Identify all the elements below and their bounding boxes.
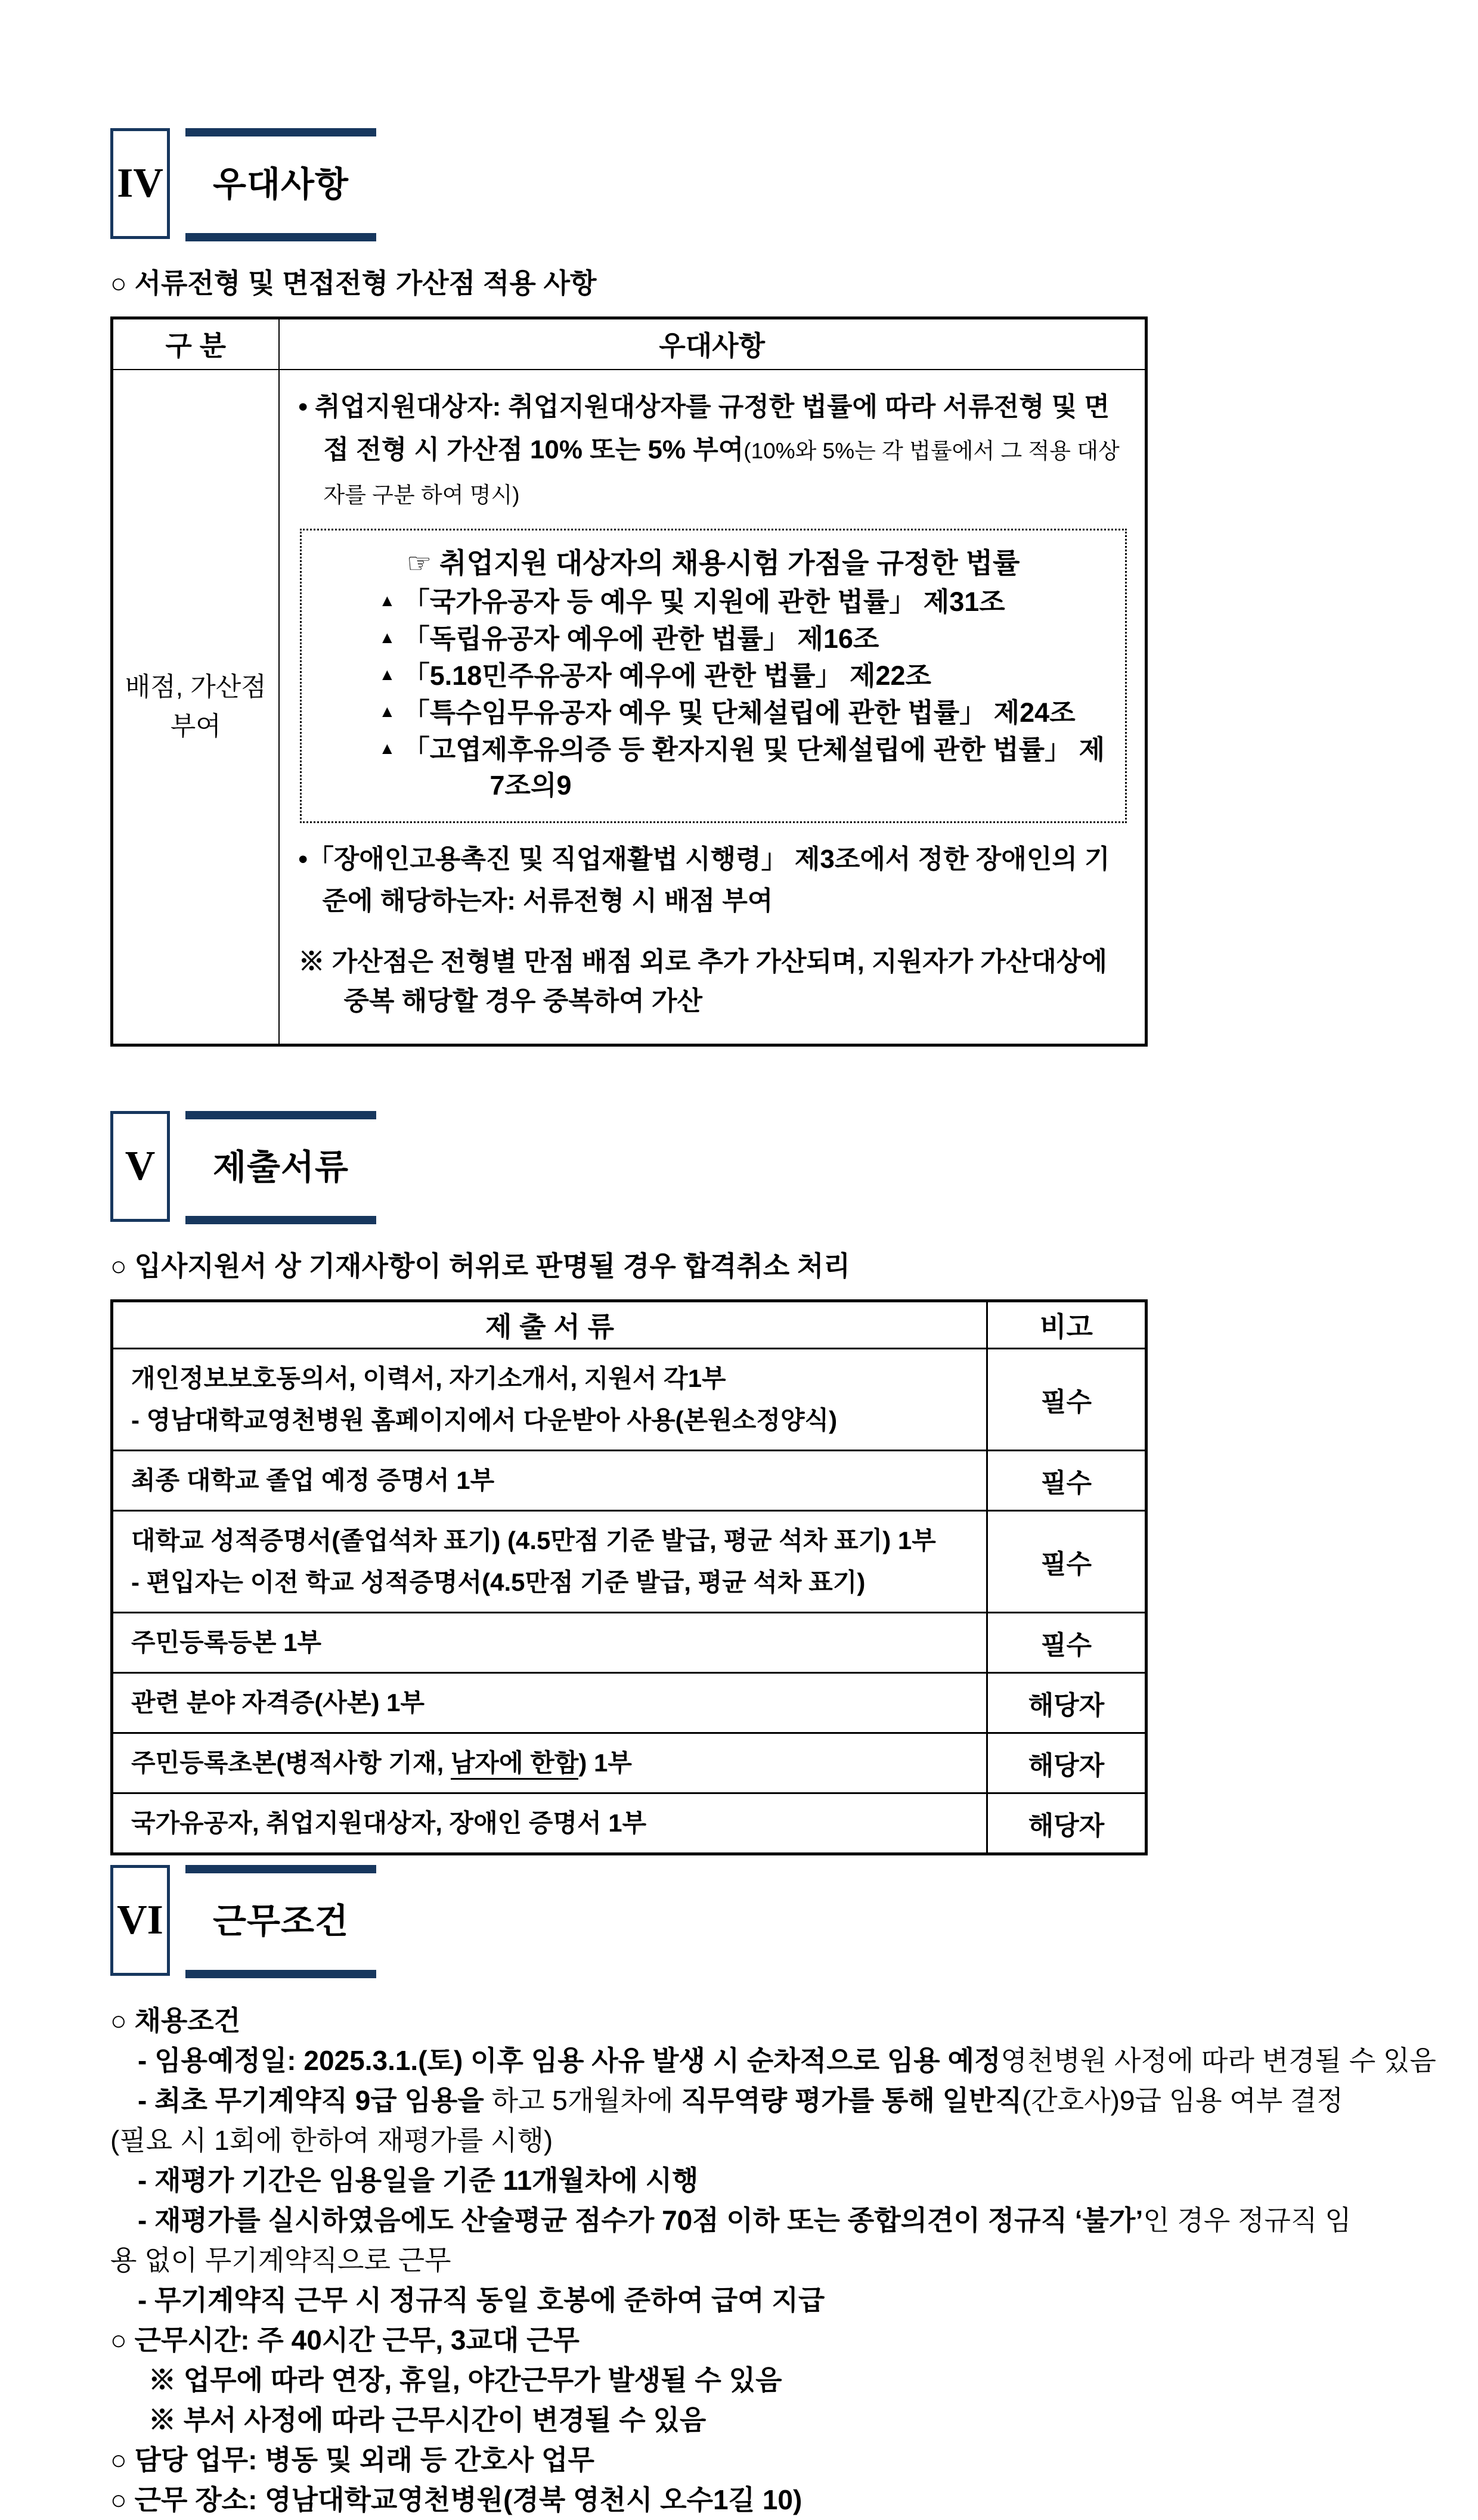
- line-text: ※ 부서 사정에 따라 근무시간이 변경될 수 있음: [148, 2404, 707, 2435]
- triangle-icon: ▲: [379, 738, 396, 758]
- law-box-title-line: [311, 544, 1116, 583]
- law-item: [311, 657, 1116, 694]
- document-line: 최종 대학교 졸업 예정 증명서 1부: [131, 1466, 495, 1494]
- condition-line: [110, 2480, 1374, 2520]
- law-item: [311, 620, 1116, 657]
- condition-line: [110, 2161, 1374, 2201]
- condition-line: [110, 2201, 1374, 2280]
- remark-cell: 해당자: [987, 1733, 1147, 1793]
- law-item-text: 「5.18민주유공자 예우에 관한 법률」 제22조: [402, 660, 931, 691]
- section-preferential: [110, 128, 1374, 1047]
- triangle-icon: ▲: [379, 628, 396, 647]
- law-item-text: 「특수임무유공자 예우 및 단체설립에 관한 법률」 제24조: [402, 697, 1076, 728]
- condition-line: [110, 2081, 1374, 2121]
- document-cell: [112, 1793, 987, 1854]
- section-gap: [110, 1855, 1374, 1865]
- line-text-light: (간호사)9급 임용 여부 결정: [1021, 2084, 1343, 2116]
- line-text-light: 하고 5개월차에: [491, 2084, 681, 2116]
- row-label-cell: [112, 370, 279, 1045]
- col-header-preference: 우대사항: [279, 318, 1147, 370]
- document-cell: [112, 1450, 987, 1510]
- law-item: [311, 694, 1116, 731]
- document-text-post: ) 1부: [578, 1748, 632, 1777]
- law-item: [311, 583, 1116, 620]
- line-text: ○ 채용조건: [110, 2004, 241, 2036]
- line-text: ※ 업무에 따라 연장, 휴일, 야간근무가 발생될 수 있음: [148, 2364, 782, 2395]
- table-row: [112, 1510, 1147, 1612]
- triangle-icon: ▲: [379, 665, 396, 684]
- section-numeral: IV: [117, 160, 163, 206]
- line-text-light: 영천병원 사정에 따라 변경될 수 있음: [1000, 2044, 1436, 2076]
- document-line: 관련 분야 자격증(사본) 1부: [131, 1688, 425, 1717]
- section-title-block: [185, 1865, 376, 1978]
- document-cell: [112, 1733, 987, 1793]
- col-header-remarks: 비고: [987, 1301, 1147, 1348]
- condition-line: [110, 2320, 1374, 2360]
- remark-cell: 해당자: [987, 1793, 1147, 1854]
- bullet-employment-support: [299, 386, 1129, 517]
- remark-cell: 필수: [987, 1450, 1147, 1510]
- bullet-text: 「장애인고용촉진 및 직업재활법 시행령」 제3조에서 정한 장애인의 기준에 해당하는자: 서류전형 시 배점 부여: [307, 844, 1110, 915]
- table-row: [112, 1672, 1147, 1733]
- bullet-small-text: (10%와 5%는 각 법률에서 그 적용 대상자를 구분 하여 명시): [323, 438, 1120, 507]
- triangle-icon: ▲: [379, 702, 396, 721]
- line-text: 직무역량 평가를 통해 일반직: [681, 2084, 1022, 2116]
- remark-cell: 필수: [987, 1348, 1147, 1450]
- underlined-text: 남자에 한함: [451, 1749, 579, 1780]
- table-row: [112, 1348, 1147, 1450]
- section-title-block: [185, 1111, 376, 1224]
- triangle-icon: ▲: [379, 591, 396, 610]
- remark-cell: 필수: [987, 1612, 1147, 1672]
- section-v-intro: ○ 입사지원서 상 기재사항이 허위로 판명될 경우 합격취소 처리: [110, 1250, 850, 1281]
- title-bar-bottom: [185, 1970, 376, 1978]
- title-bar-bottom: [185, 233, 376, 241]
- section-title-block: [185, 128, 376, 241]
- table-header-row: [112, 318, 1147, 370]
- section-work-conditions: [110, 1865, 1436, 2520]
- section-iv-intro: ○ 서류전형 및 면접전형 가산점 적용 사항: [110, 268, 597, 299]
- remark-cell: 해당자: [987, 1672, 1147, 1733]
- line-text: ○ 담당 업무: 병동 및 외래 등 간호사 업무: [110, 2444, 594, 2475]
- document-line: - 편입자는 이전 학교 성적증명서(4.5만점 기준 발급, 평균 석차 표기): [131, 1568, 866, 1596]
- section-vi-header: [110, 1865, 1374, 1978]
- preferential-table: [110, 316, 1148, 1047]
- title-bar-top: [185, 1111, 376, 1119]
- document-line: 국가유공자, 취업지원대상자, 장애인 증명서 1부: [131, 1808, 647, 1837]
- title-bar-bottom: [185, 1216, 376, 1224]
- table-row: [112, 1612, 1147, 1672]
- note-extra-points: ※ 가산점은 전형별 만점 배점 외로 추가 가산되며, 지원자가 가산대상에 중복 해당할 경우 중복하여 가산: [298, 946, 1107, 1016]
- line-text: - 재평가 기간은 임용일을 기준 11개월차에 시행: [138, 2164, 699, 2196]
- bullet-icon: •: [298, 844, 308, 874]
- table-row: [112, 1793, 1147, 1854]
- law-item-text: 「국가유공자 등 예우 및 지원에 관한 법률」 제31조: [402, 586, 1005, 617]
- remark-cell: 필수: [987, 1510, 1147, 1612]
- line-text: - 무기계약직 근무 시 정규직 동일 호봉에 준하여 급여 지급: [138, 2284, 825, 2316]
- law-item-text: 「독립유공자 예우에 관한 법률」 제16조: [402, 623, 879, 654]
- document-line: - 영남대학교영천병원 홈페이지에서 다운받아 사용(본원소정양식): [131, 1405, 838, 1434]
- condition-line: [110, 2280, 1374, 2320]
- section-numeral: V: [125, 1143, 156, 1189]
- table-row: [112, 370, 1147, 1045]
- col-header-documents: 제 출 서 류: [112, 1301, 987, 1348]
- law-item-text: 「고엽제후유의증 등 환자지원 및 단체설립에 관한 법률」 제7조의9: [402, 734, 1105, 800]
- section-title: 제출서류: [212, 1147, 349, 1187]
- document-cell: [112, 1348, 987, 1450]
- condition-line: [110, 2400, 1374, 2440]
- line-text-light: (필요 시 1회에 한하여 재평가를 시행): [110, 2124, 553, 2156]
- table-header-row: [112, 1301, 1147, 1348]
- document-cell: [112, 1672, 987, 1733]
- law-item: [311, 731, 1116, 803]
- bullet-icon: •: [298, 392, 308, 421]
- condition-line: [110, 2001, 1374, 2041]
- line-text: - 임용예정일: 2025.3.1.(토) 이후 임용 사유 발생 시 순차적으로 임용 예정: [138, 2044, 1001, 2076]
- section-numeral-box: [110, 128, 170, 239]
- document-text-pre: 주민등록초본(병적사항 기재,: [131, 1748, 451, 1777]
- section-numeral-box: [110, 1865, 170, 1976]
- row-label-line2: 부여: [170, 711, 221, 741]
- section-iv-header: [110, 128, 1374, 241]
- table-row: [112, 1733, 1147, 1793]
- title-bar-top: [185, 1865, 376, 1873]
- table-row: [112, 1450, 1147, 1510]
- document-line: 대학교 성적증명서(졸업석차 표기) (4.5만점 기준 발급, 평균 석차 표기) 1부: [131, 1526, 936, 1554]
- section-numeral: VI: [117, 1897, 163, 1943]
- condition-line: [110, 2440, 1374, 2480]
- preference-content-cell: [279, 370, 1147, 1045]
- work-conditions-body: [110, 2001, 1436, 2520]
- section-numeral-box: [110, 1111, 170, 1222]
- condition-line: [110, 2121, 1374, 2161]
- document-cell: [112, 1612, 987, 1672]
- condition-line: [110, 2041, 1436, 2081]
- section-title: 우대사항: [212, 165, 349, 204]
- title-bar-top: [185, 128, 376, 136]
- bullet-disabled-persons: [299, 839, 1129, 922]
- law-reference-box: [300, 529, 1127, 823]
- document-line: 개인정보보호동의서, 이력서, 자기소개서, 지원서 각1부: [131, 1364, 726, 1392]
- line-text: ○ 근무시간: 주 40시간 근무, 3교대 근무: [110, 2324, 580, 2355]
- section-title: 근무조건: [212, 1901, 349, 1941]
- section-gap: [110, 1047, 1374, 1111]
- pointing-hand-icon: ☞: [406, 547, 432, 579]
- line-text: - 최초 무기계약직 9급 임용을: [138, 2084, 492, 2116]
- document-line: [131, 1742, 972, 1784]
- col-header-category: 구 분: [112, 318, 279, 370]
- document-cell: [112, 1510, 987, 1612]
- bullet-main-text: 취업지원대상자: 취업지원대상자를 규정한 법률에 따라 서류전형 및 면접 전형 시 가산점 10% 또는 5% 부여: [315, 392, 1110, 464]
- line-text: - 재평가를 실시하였음에도 산술평균 점수가 70점 이하 또는 종합의견이 정규직 ‘불가’: [138, 2204, 1144, 2236]
- documents-table: [110, 1299, 1148, 1855]
- section-v-header: [110, 1111, 1374, 1224]
- row-label-line1: 배점, 가산점: [125, 672, 267, 702]
- line-text: ○ 근무 장소: 영남대학교영천병원(경북 영천시 오수1길 10): [110, 2484, 802, 2515]
- condition-line: [110, 2360, 1374, 2400]
- section-documents: [110, 1111, 1374, 1855]
- line-text-light: 인 경우 정규직 임용 없이 무기계약직으로 근무: [110, 2204, 1352, 2276]
- law-box-title: 취업지원 대상자의 채용시험 가점을 규정한 법률: [439, 547, 1020, 579]
- document-line: 주민등록등본 1부: [131, 1628, 322, 1656]
